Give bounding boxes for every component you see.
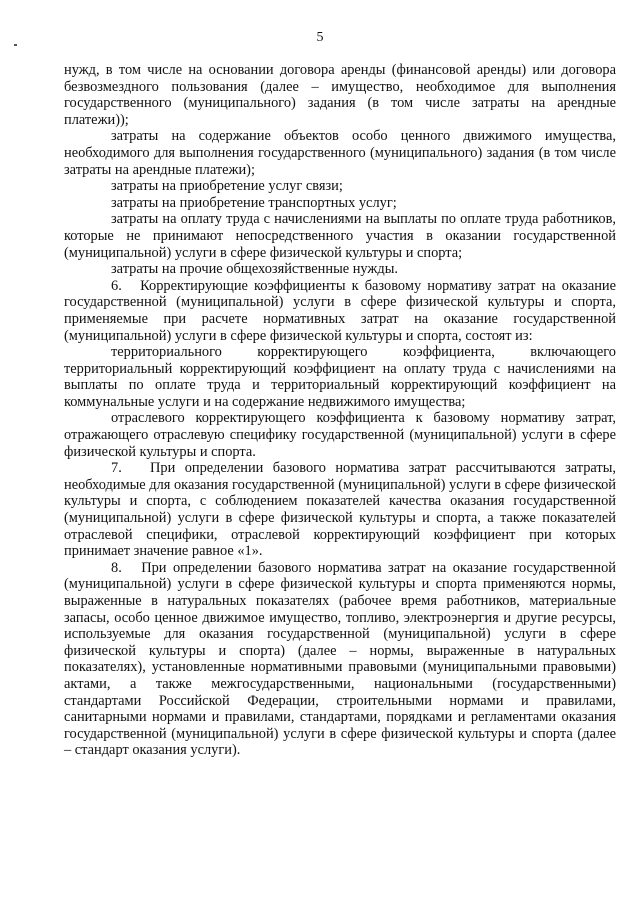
paragraph-movable-property-costs: затраты на содержание объектов особо ценного движимого имущества, необходимого для выполнения государственного (муниципального) задания (в том числе затраты на арендные платежи); [64,128,616,178]
paragraph-clause-7: 7. При определении базового норматива затрат рассчитываются затраты, необходимые для оказания государственной (муниципальной) услуги в сфере физической культуры и спорта, с соблюдением показателей качества оказания государственной (муниципальной) услуги в сфере физической культуры и спорта, а также показателей отраслевой специфики, отраслевой корректирующий коэффициент при которых принимает значение равное «1». [64,460,616,560]
paragraph-other-costs: затраты на прочие общехозяйственные нужды. [111,261,398,278]
paragraph-continuation: нужд, в том числе на основании договора аренды (финансовой аренды) или договора безвозмездного пользования (далее – имущество, необходимое для выполнения государственного (муниципального) задания (в том числе затраты на арендные платежи)); [64,62,616,128]
document-body [64,62,616,759]
paragraph-labor-costs: затраты на оплату труда с начислениями на выплаты по оплате труда работников, которые не принимают непосредственного участия в оказании государственной (муниципальной) услуги в сфере физической культуры и спорта; [64,211,616,261]
paragraph-sector-coefficient: отраслевого корректирующего коэффициента к базовому нормативу затрат, отражающего отраслевую специфику государственной (муниципальной) услуги в сфере физической культуры и спорта. [64,410,616,460]
paragraph-transport-costs: затраты на приобретение транспортных услуг; [111,194,397,211]
paragraph-communication-costs: затраты на приобретение услуг связи; [111,178,343,195]
paragraph-clause-8: 8. При определении базового норматива затрат на оказание государственной (муниципальной) услуги в сфере физической культуры и спорта применяются нормы, выраженные в натуральных показателях (рабочее время работников, материальные запасы, особо ценное движимое имущество, топливо, электроэнергия и другие ресурсы, используемые для оказания государственной (муниципальной) услуги в сфере физической культуры и спорта) (далее – нормы, выраженные в натуральных показателях), установленные нормативными правовыми (муниципальными правовыми) актами, а также межгосударственными, национальными (государственными) стандартами Российской Федерации, строительными нормами и правилами, санитарными нормами и правилами, стандартами, порядками и регламентами оказания государственной (муниципальной) услуги в сфере физической культуры и спорта (далее – стандарт оказания услуги). [64,559,616,759]
page-number: 5 [316,30,324,45]
paragraph-territorial-coefficient: территориального корректирующего коэффициента, включающего территориальный корректирующий коэффициент на оплату труда с начислениями на выплаты по оплате труда и территориальный корректирующий коэффициент на коммунальные услуги и на содержание недвижимого имущества; [64,344,616,410]
paragraph-clause-6: 6. Корректирующие коэффициенты к базовому нормативу затрат на оказание государственной (муниципальной) услуги в сфере физической культуры и спорта, применяемые при расчете нормативных затрат на оказание государственной (муниципальной) услуги в сфере физической культуры и спорта, состоят из: [64,277,616,344]
